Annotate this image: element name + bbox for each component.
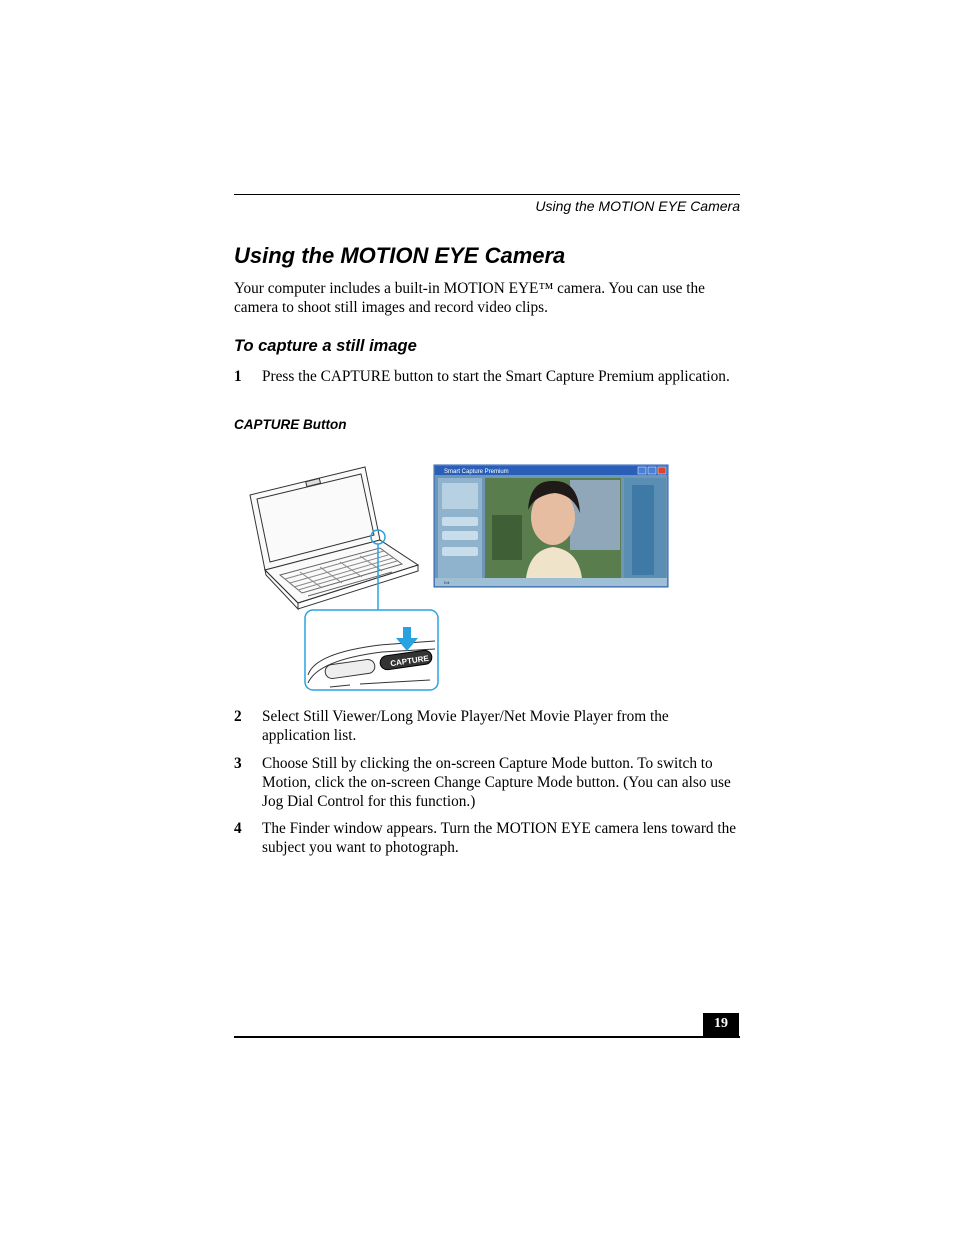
step-text: Press the CAPTURE button to start the Smart Capture Premium application. xyxy=(262,368,730,385)
minimize-icon xyxy=(638,467,646,474)
laptop-illustration xyxy=(250,467,418,609)
capture-button-detail xyxy=(305,610,438,690)
step-number: 1 xyxy=(234,368,242,385)
intro-paragraph: Your computer includes a built-in MOTION EYE™ camera. You can use the camera to shoot still images and record video clips. xyxy=(234,280,705,316)
app-window-title: Smart Capture Premium xyxy=(444,469,509,475)
subsection-title: To capture a still image xyxy=(234,337,417,355)
step-number: 2 xyxy=(234,708,242,725)
step-2 xyxy=(234,707,740,745)
step-number: 4 xyxy=(234,820,242,837)
svg-text:Exit: Exit xyxy=(444,581,450,585)
maximize-icon xyxy=(648,467,656,474)
header-rule xyxy=(234,194,740,195)
footer-rule xyxy=(234,1036,740,1038)
step-1 xyxy=(234,367,740,386)
running-header: Using the MOTION EYE Camera xyxy=(535,198,740,214)
step-text: Select Still Viewer/Long Movie Player/Net Movie Player from the application list. xyxy=(262,708,669,744)
page-title: Using the MOTION EYE Camera xyxy=(234,243,566,268)
capture-figure xyxy=(230,455,680,700)
step-3 xyxy=(234,754,740,811)
step-number: 3 xyxy=(234,755,242,772)
capture-button-label: CAPTURE xyxy=(389,653,430,669)
step-4 xyxy=(234,819,740,857)
smart-capture-window xyxy=(434,465,668,587)
step-text: The Finder window appears. Turn the MOTION EYE camera lens toward the subject you want to photograph. xyxy=(262,820,737,856)
close-icon xyxy=(658,467,666,474)
step-text: Choose Still by clicking the on-screen Capture Mode button. To switch to Motion, click the on-screen Change Capture Mode button. (You can also use Jog Dial Control for this function.) xyxy=(262,755,731,810)
figure-caption: CAPTURE Button xyxy=(234,417,347,432)
page-number: 19 xyxy=(703,1013,739,1037)
